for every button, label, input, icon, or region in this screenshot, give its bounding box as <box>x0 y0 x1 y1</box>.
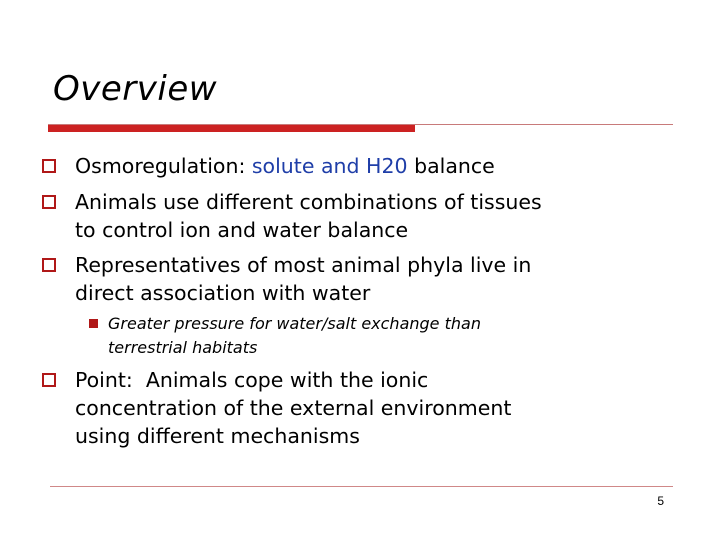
bullet-text-line: Point: Animals cope with the ionic <box>75 368 429 392</box>
bullet-text-segment: Osmoregulation: <box>75 154 252 178</box>
bullet-text-accent: solute and H20 <box>251 154 408 178</box>
bullet-box-icon <box>42 195 56 209</box>
sub-bullet-text-line: terrestrial habitats <box>108 338 258 357</box>
footer-rule <box>50 486 673 487</box>
bullet-text-line: direct association with water <box>75 281 371 305</box>
title-rule-accent <box>48 125 415 132</box>
bullet-text-line: Representatives of most animal phyla live in <box>75 253 532 277</box>
bullet-text <box>75 152 495 180</box>
sub-bullet-text-line: Greater pressure for water/salt exchange than <box>108 314 481 333</box>
bullet-text-line: Animals use different combinations of tissues <box>75 190 542 214</box>
bullet-box-icon <box>42 159 56 173</box>
bullet-text-line: using different mechanisms <box>75 424 360 448</box>
bullet-box-icon <box>42 373 56 387</box>
page-number: 5 <box>657 494 664 508</box>
bullet-box-icon <box>42 258 56 272</box>
page-title: Overview <box>53 69 218 109</box>
bullet-text-segment: balance <box>407 154 495 178</box>
bullet-text-line: concentration of the external environment <box>75 396 512 420</box>
bullet-text-line: to control ion and water balance <box>75 218 409 242</box>
square-bullet-icon <box>89 319 98 328</box>
